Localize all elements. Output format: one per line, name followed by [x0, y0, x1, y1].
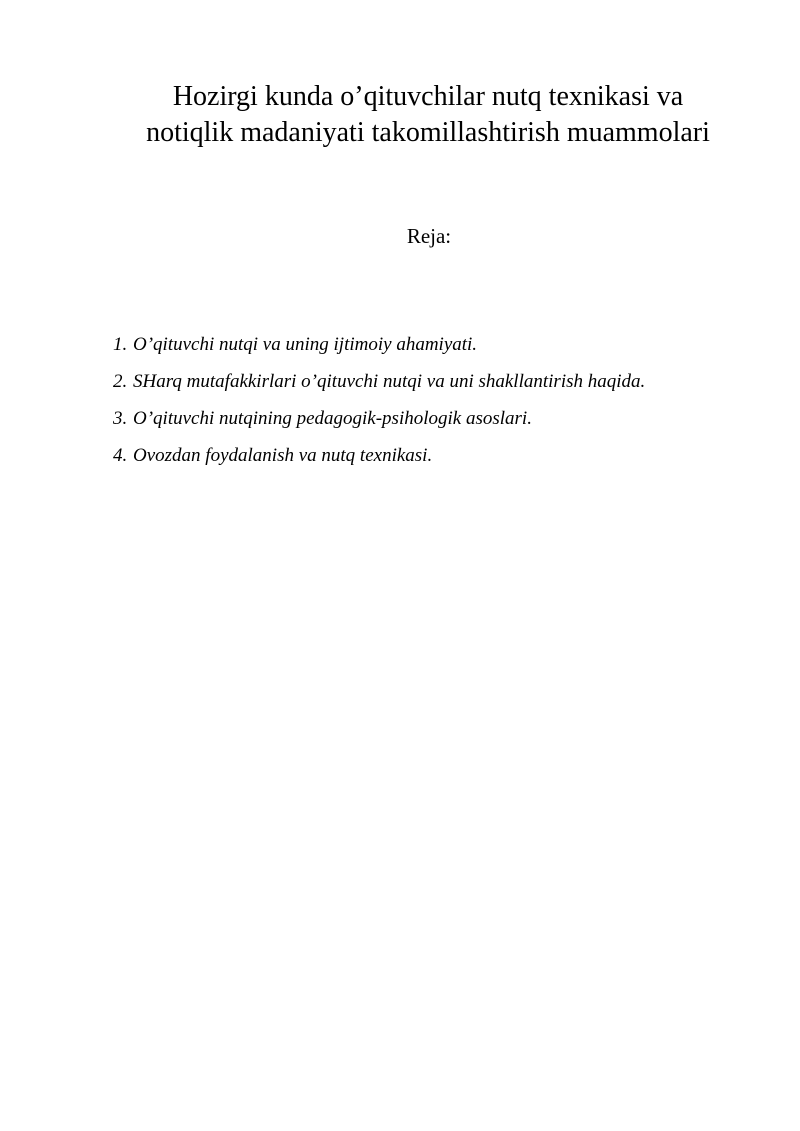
list-item [113, 367, 645, 404]
list-item-number: 4. [113, 445, 128, 466]
title-line-2: notiqlik madaniyati takomillashtirish muammolari [146, 117, 710, 148]
plan-heading: Reja: [406, 224, 452, 248]
list-item-text: O’qituvchi nutqining pedagogik-psihologik asoslari. [133, 408, 532, 429]
title-line-1: Hozirgi kunda o’qituvchilar nutq texnikasi va [172, 81, 684, 112]
list-item-text: O’qituvchi nutqi va uning ijtimoiy ahamiyati. [133, 334, 478, 355]
list-item [113, 441, 645, 478]
list-item-number: 1. [113, 334, 128, 355]
list-item-text: SHarq mutafakkirlari o’qituvchi nutqi va uni shakllantirish haqida. [133, 371, 646, 392]
list-item [113, 330, 645, 367]
list-item-number: 3. [113, 408, 128, 429]
plan-list [113, 330, 645, 478]
list-item-number: 2. [113, 371, 128, 392]
document-title [100, 79, 756, 151]
list-item [113, 404, 645, 441]
list-item-text: Ovozdan foydalanish va nutq texnikasi. [133, 445, 433, 466]
